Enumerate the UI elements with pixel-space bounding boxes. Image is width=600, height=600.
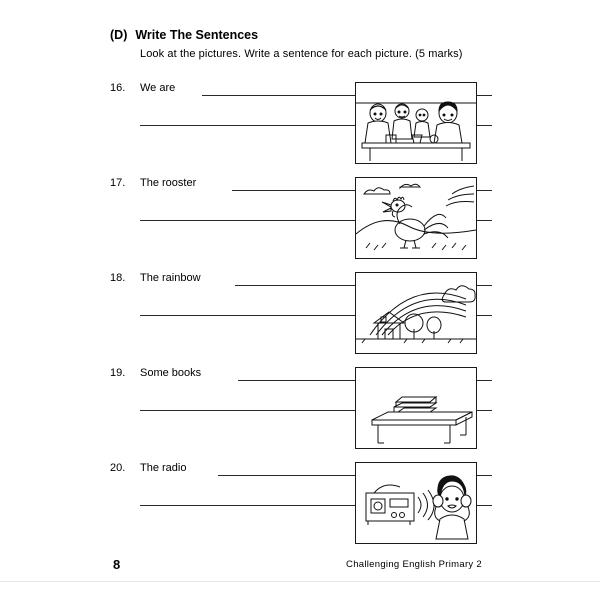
page-title: Write The Sentences [135,28,259,42]
question-stem: The rainbow [140,272,201,284]
question-number: 17. [110,177,126,189]
picture-books-stacked-on-table [355,367,477,449]
picture-girl-covering-ears-loud-radio [355,462,477,544]
question-number: 18. [110,272,126,284]
question-number: 19. [110,367,126,379]
footer-divider [0,581,600,582]
question-stem: The radio [140,462,187,474]
question-number: 20. [110,462,126,474]
picture-rainbow-over-house-and-trees [355,272,477,354]
picture-rooster-crowing-sunrise-scene [355,177,477,259]
question-stem: The rooster [140,177,197,189]
question-stem: We are [140,82,176,94]
page-number: 8 [113,557,121,572]
question-number: 16. [110,82,126,94]
section-letter: (D) [110,28,128,42]
section-header [110,28,258,42]
picture-family-dinner-table-scene [355,82,477,164]
section-instruction: Look at the pictures. Write a sentence for each picture. (5 marks) [140,48,463,60]
question-stem: Some books [140,367,202,379]
footer-book-title: Challenging English Primary 2 [346,559,482,570]
